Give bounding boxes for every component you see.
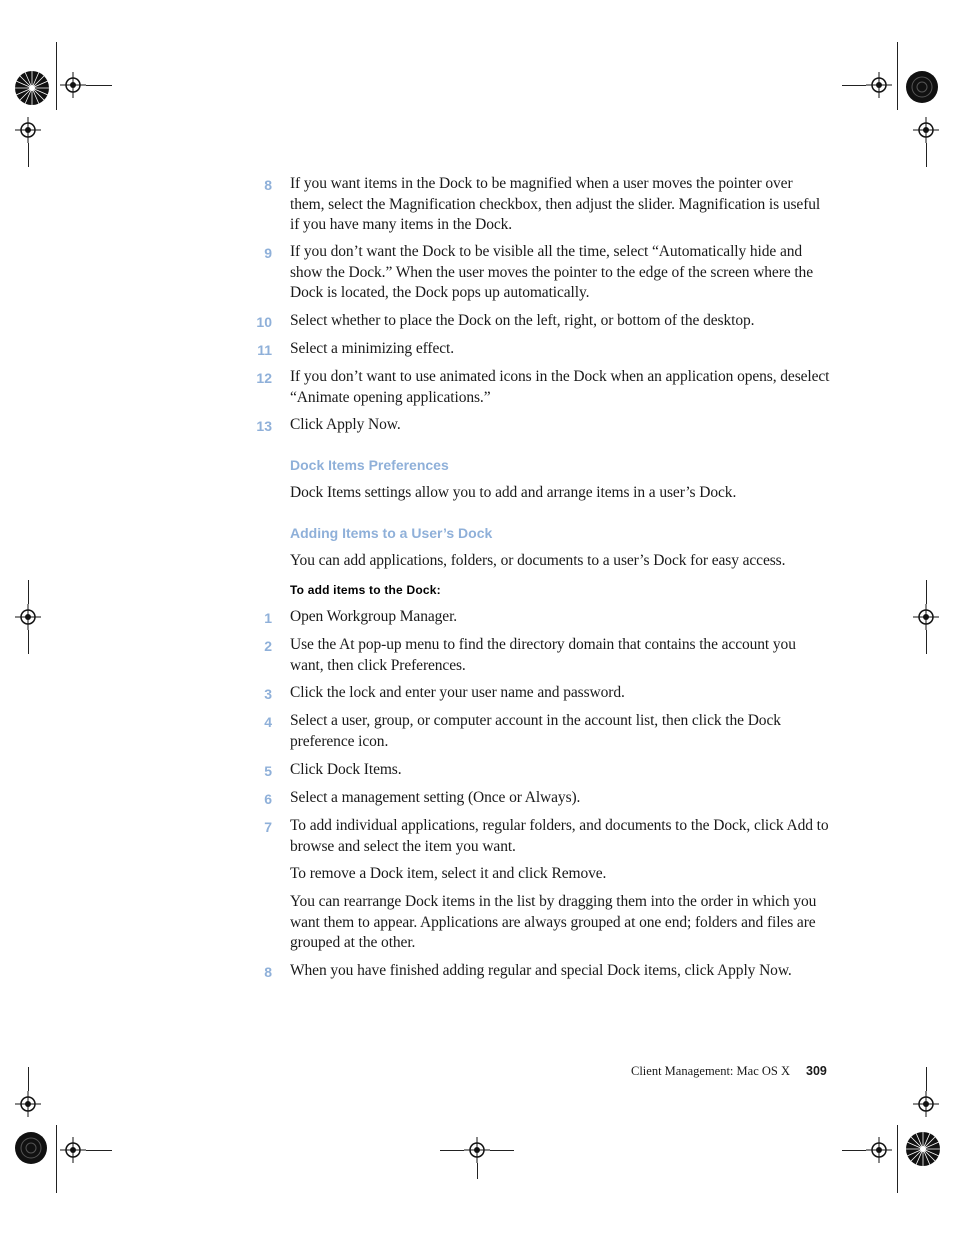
step-text: Select a management setting (Once or Always).	[290, 789, 581, 806]
starburst-mark-icon	[905, 1131, 941, 1167]
crop-line	[440, 1150, 464, 1151]
crop-line	[842, 1150, 866, 1151]
step-number: 12	[256, 370, 272, 386]
step-text: Open Workgroup Manager.	[290, 608, 458, 625]
crosshair-mark-icon	[60, 72, 86, 98]
step-number: 4	[264, 714, 272, 730]
crosshair-mark-icon	[866, 1137, 892, 1163]
crosshair-mark-icon	[15, 604, 41, 630]
step-text: When you have finished adding regular and special Dock items, click Apply Now.	[290, 962, 792, 979]
crosshair-mark-icon	[866, 72, 892, 98]
step-number: 3	[264, 686, 272, 702]
crosshair-mark-icon	[15, 1091, 41, 1117]
crop-line	[86, 85, 112, 86]
starburst-mark-icon	[14, 70, 50, 106]
crop-line	[897, 42, 898, 110]
crop-line	[926, 630, 927, 654]
task-heading: To add items to the Dock:	[290, 583, 441, 597]
step-number: 13	[256, 418, 272, 434]
step-text: Use the At pop-up menu to find the directory domain that contains the account you want, then click Preferences.	[290, 636, 796, 674]
footer-chapter: Client Management: Mac OS X	[631, 1064, 790, 1078]
step-text: Select a minimizing effect.	[290, 340, 455, 357]
crosshair-mark-icon	[15, 117, 41, 143]
step-text: If you don’t want the Dock to be visible all the time, select “Automatically hide and show the Dock.” When the user moves the pointer to the edge of the screen where the Dock is located, the Dock pops up automatically.	[290, 243, 813, 301]
crop-line	[86, 1150, 112, 1151]
step-text: Select whether to place the Dock on the left, right, or bottom of the desktop.	[290, 312, 755, 329]
section-body: Dock Items settings allow you to add and arrange items in a user’s Dock.	[290, 484, 737, 501]
crop-line	[28, 580, 29, 604]
crosshair-mark-icon	[913, 1091, 939, 1117]
registration-circle-icon	[14, 1131, 48, 1165]
crop-line	[56, 1125, 57, 1193]
crop-line	[56, 42, 57, 110]
step-text: Select a user, group, or computer account in the account list, then click the Dock preference icon.	[290, 712, 781, 750]
step-number: 11	[257, 342, 272, 358]
step-number: 6	[264, 791, 272, 807]
step-number: 5	[264, 763, 272, 779]
crop-line	[926, 580, 927, 604]
step-note: You can rearrange Dock items in the list by dragging them into the order in which you want them to appear. Applications are always grouped at one end; folders and files are grouped at the other.	[290, 893, 817, 951]
step-number: 1	[264, 610, 272, 626]
step-text: Click Apply Now.	[290, 416, 401, 433]
step-text: If you want items in the Dock to be magnified when a user moves the pointer over them, select the Magnification checkbox, then adjust the slider. Magnification is useful if you have many items in the Dock.	[290, 175, 821, 233]
crop-line	[28, 143, 29, 167]
step-number: 9	[264, 245, 272, 261]
page-number: 309	[806, 1064, 827, 1078]
step-note: To remove a Dock item, select it and click Remove.	[290, 865, 607, 882]
crop-line	[926, 143, 927, 167]
step-number: 2	[264, 638, 272, 654]
step-text: Click the lock and enter your user name and password.	[290, 684, 625, 701]
crop-line	[28, 1067, 29, 1091]
crop-line	[490, 1150, 514, 1151]
step-number: 7	[264, 819, 272, 835]
crosshair-mark-icon	[913, 117, 939, 143]
crop-line	[28, 630, 29, 654]
crop-line	[842, 85, 866, 86]
crop-line	[477, 1163, 478, 1179]
crosshair-mark-icon	[464, 1137, 490, 1163]
registration-circle-icon	[905, 70, 939, 104]
step-number: 10	[256, 314, 272, 330]
step-text: If you don’t want to use animated icons in the Dock when an application opens, deselect “Animate opening applications.”	[290, 368, 830, 406]
section-heading: Dock Items Preferences	[290, 457, 449, 473]
crop-line	[897, 1125, 898, 1193]
step-number: 8	[264, 964, 272, 980]
crosshair-mark-icon	[913, 604, 939, 630]
step-number: 8	[264, 177, 272, 193]
section-body: You can add applications, folders, or documents to a user’s Dock for easy access.	[290, 552, 786, 569]
section-heading: Adding Items to a User’s Dock	[290, 525, 493, 541]
crosshair-mark-icon	[60, 1137, 86, 1163]
step-text: To add individual applications, regular folders, and documents to the Dock, click Add to browse and select the item you want.	[290, 817, 829, 855]
crop-line	[926, 1067, 927, 1091]
step-text: Click Dock Items.	[290, 761, 402, 778]
